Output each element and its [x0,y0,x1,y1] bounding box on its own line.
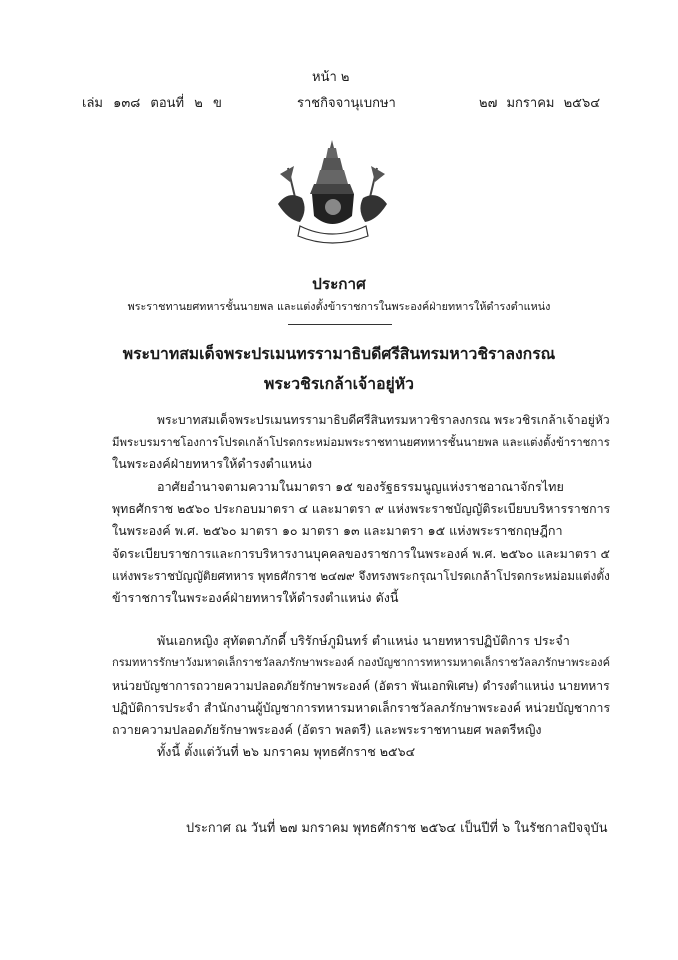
paragraph-line: อาศัยอำนาจตามความในมาตรา ๑๕ ของรัฐธรรมนูญแห่งราชอาณาจักรไทย [157,479,564,494]
paragraph-line: ปฏิบัติการประจำ สำนักงานผู้บัญชาการทหารมหาดเล็กราชวัลลภรักษาพระองค์ หน่วยบัญชาการ [112,701,611,715]
paragraph-line: จัดระเบียบราชการและการบริหารงานบุคคลของราชการในพระองค์ พ.ศ. ๒๕๖๐ และมาตรา ๕ [112,546,610,561]
paragraph-line: มีพระบรมราชโองการโปรดเกล้าโปรดกระหม่อมพระราชทานยศทหารชั้นนายพล และแต่งตั้งข้าราชการ [112,435,610,449]
paragraph-line: พุทธศักราช ๒๕๖๐ ประกอบมาตรา ๔ และมาตรา ๙ แห่งพระราชบัญญัติระเบียบบริหารราชการ [112,502,611,516]
paragraph-line: ข้าราชการในพระองค์ฝ่ายทหารให้ดำรงตำแหน่ง ดังนี้ [112,590,399,605]
volume-info: เล่ม ๑๓๘ ตอนที่ ๒ ข [82,96,222,111]
page-number: หน้า ๒ [312,70,350,85]
gazette-name: ราชกิจจานุเบกษา [297,96,396,111]
paragraph-line: ในพระองค์ พ.ศ. ๒๕๖๐ มาตรา ๑๐ มาตรา ๑๓ และมาตรา ๑๕ แห่งพระราชกฤษฎีกา [112,523,563,538]
paragraph-line: ในพระองค์ฝ่ายทหารให้ดำรงตำแหน่ง [112,456,313,471]
paragraph-line: พระบาทสมเด็จพระปรเมนทรรามาธิบดีศรีสินทรมหาวชิราลงกรณ พระวชิรเกล้าเจ้าอยู่หัว [157,413,610,427]
king-title-line-2: พระวชิรเกล้าเจ้าอยู่หัว [264,374,414,393]
king-title-line-1: พระบาทสมเด็จพระปรเมนทรรามาธิบดีศรีสินทรมหาวชิราลงกรณ [122,344,556,363]
royal-emblem-icon [270,138,395,248]
effective-date-line: ทั้งนี้ ตั้งแต่วันที่ ๒๖ มกราคม พุทธศักราช ๒๕๖๔ [157,744,416,759]
announcement-heading: ประกาศ [312,275,366,293]
title-divider [288,324,392,325]
paragraph-line: กรมทหารรักษาวังมหาดเล็กราชวัลลภรักษาพระองค์ กองบัญชาการทหารมหาดเล็กราชวัลลภรักษาพระองค์ [112,656,611,669]
paragraph-line: พันเอกหญิง สุทัตตาภักดี์ บริรักษ์ภูมินทร์ ตำแหน่ง นายทหารปฏิบัติการ ประจำ [157,633,570,648]
paragraph-line: หน่วยบัญชาการถวายความปลอดภัยรักษาพระองค์ (อัตรา พันเอกพิเศษ) ดำรงตำแหน่ง นายทหาร [112,679,610,693]
announcement-subject: พระราชทานยศทหารชั้นนายพล และแต่งตั้งข้าราชการในพระองค์ฝ่ายทหารให้ดำรงตำแหน่ง [127,300,551,313]
issue-date: ๒๗ มกราคม ๒๕๖๔ [479,96,601,111]
signature-line: ประกาศ ณ วันที่ ๒๗ มกราคม พุทธศักราช ๒๕๖๔ เป็นปีที่ ๖ ในรัชกาลปัจจุบัน [186,821,608,836]
paragraph-line: ถวายความปลอดภัยรักษาพระองค์ (อัตรา พลตรี) และพระราชทานยศ พลตรีหญิง [112,722,542,737]
paragraph-line: แห่งพระราชบัญญัติยศทหาร พุทธศักราช ๒๔๗๙ จึงทรงพระกรุณาโปรดเกล้าโปรดกระหม่อมแต่งตั้ง [112,569,610,583]
